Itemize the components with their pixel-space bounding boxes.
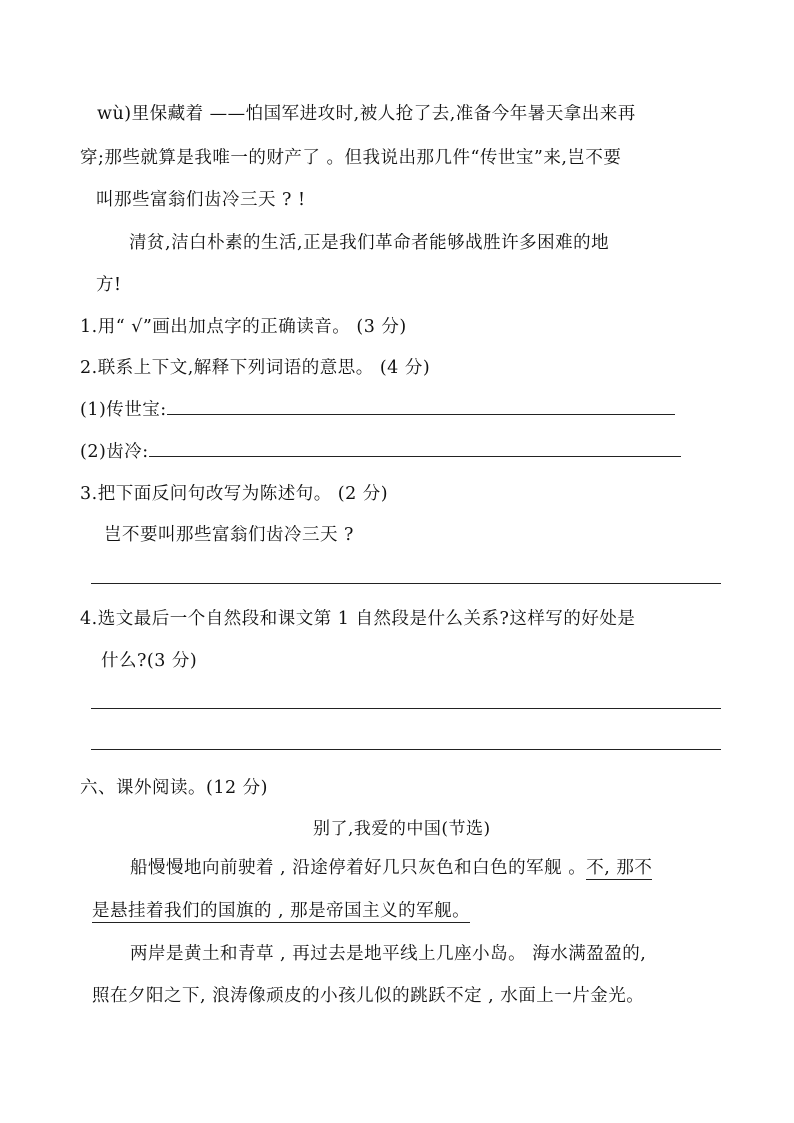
article-title: 别了,我爱的中国(节选) [313,819,491,839]
answer-line-q4-2[interactable] [91,749,721,750]
passage-line-3: 叫那些富翁们齿冷三天 ? ! [96,190,306,210]
passage-line-4: 清贫,洁白朴素的生活,正是我们革命者能够战胜许多困难的地 [129,233,610,253]
section-6-heading: 六、课外阅读。(12 分) [80,778,268,798]
question-3: 3.把下面反问句改写为陈述句。 (2 分) [80,484,389,504]
underlined-sentence-start: 不, 那不 [586,858,653,878]
question-4-line-2: 什么?(3 分) [101,651,198,671]
question-2-item-1-label: (1)传世宝: [80,400,167,420]
question-3-sentence: 岂不要叫那些富翁们齿冷三天 ? [104,525,354,545]
article-paragraph-2-line-2: 照在夕阳之下, 浪涛像顽皮的小孩儿似的跳跃不定 , 水面上一片金光。 [92,986,645,1006]
article-text-segment: 船慢慢地向前驶着 , 沿途停着好几只灰色和白色的军舰 。 [130,858,587,878]
question-2-item-2-label: (2)齿冷: [80,442,149,462]
question-2-item-2 [80,439,681,465]
question-4-line-1: 4.选文最后一个自然段和课文第 1 自然段是什么关系?这样写的好处是 [80,609,636,629]
answer-line-q3[interactable] [91,583,721,584]
question-1: 1.用“ √”画出加点字的正确读音。 (3 分) [80,317,407,337]
passage-line-5: 方! [96,275,122,295]
article-paragraph-1-line-2 [92,898,470,924]
answer-blank-1[interactable] [167,397,675,415]
underlined-sentence-end: 是悬挂着我们的国旗的 , 那是帝国主义的军舰。 [92,901,471,921]
article-paragraph-2-line-1: 两岸是黄土和青草 , 再过去是地平线上几座小岛。 海水满盈盈的, [130,944,647,964]
answer-blank-2[interactable] [149,439,681,457]
passage-line-2: 穿;那些就算是我唯一的财产了 。但我说出那几件“传世宝”来,岂不要 [80,148,622,168]
answer-line-q4-1[interactable] [91,708,721,709]
question-2: 2.联系上下文,解释下列词语的意思。 (4 分) [80,358,431,378]
question-2-item-1 [80,397,675,423]
passage-line-1: wù)里保藏着 ——怕国军进攻时,被人抢了去,准备今年暑天拿出来再 [97,104,636,124]
article-paragraph-1-line-1 [130,855,652,881]
